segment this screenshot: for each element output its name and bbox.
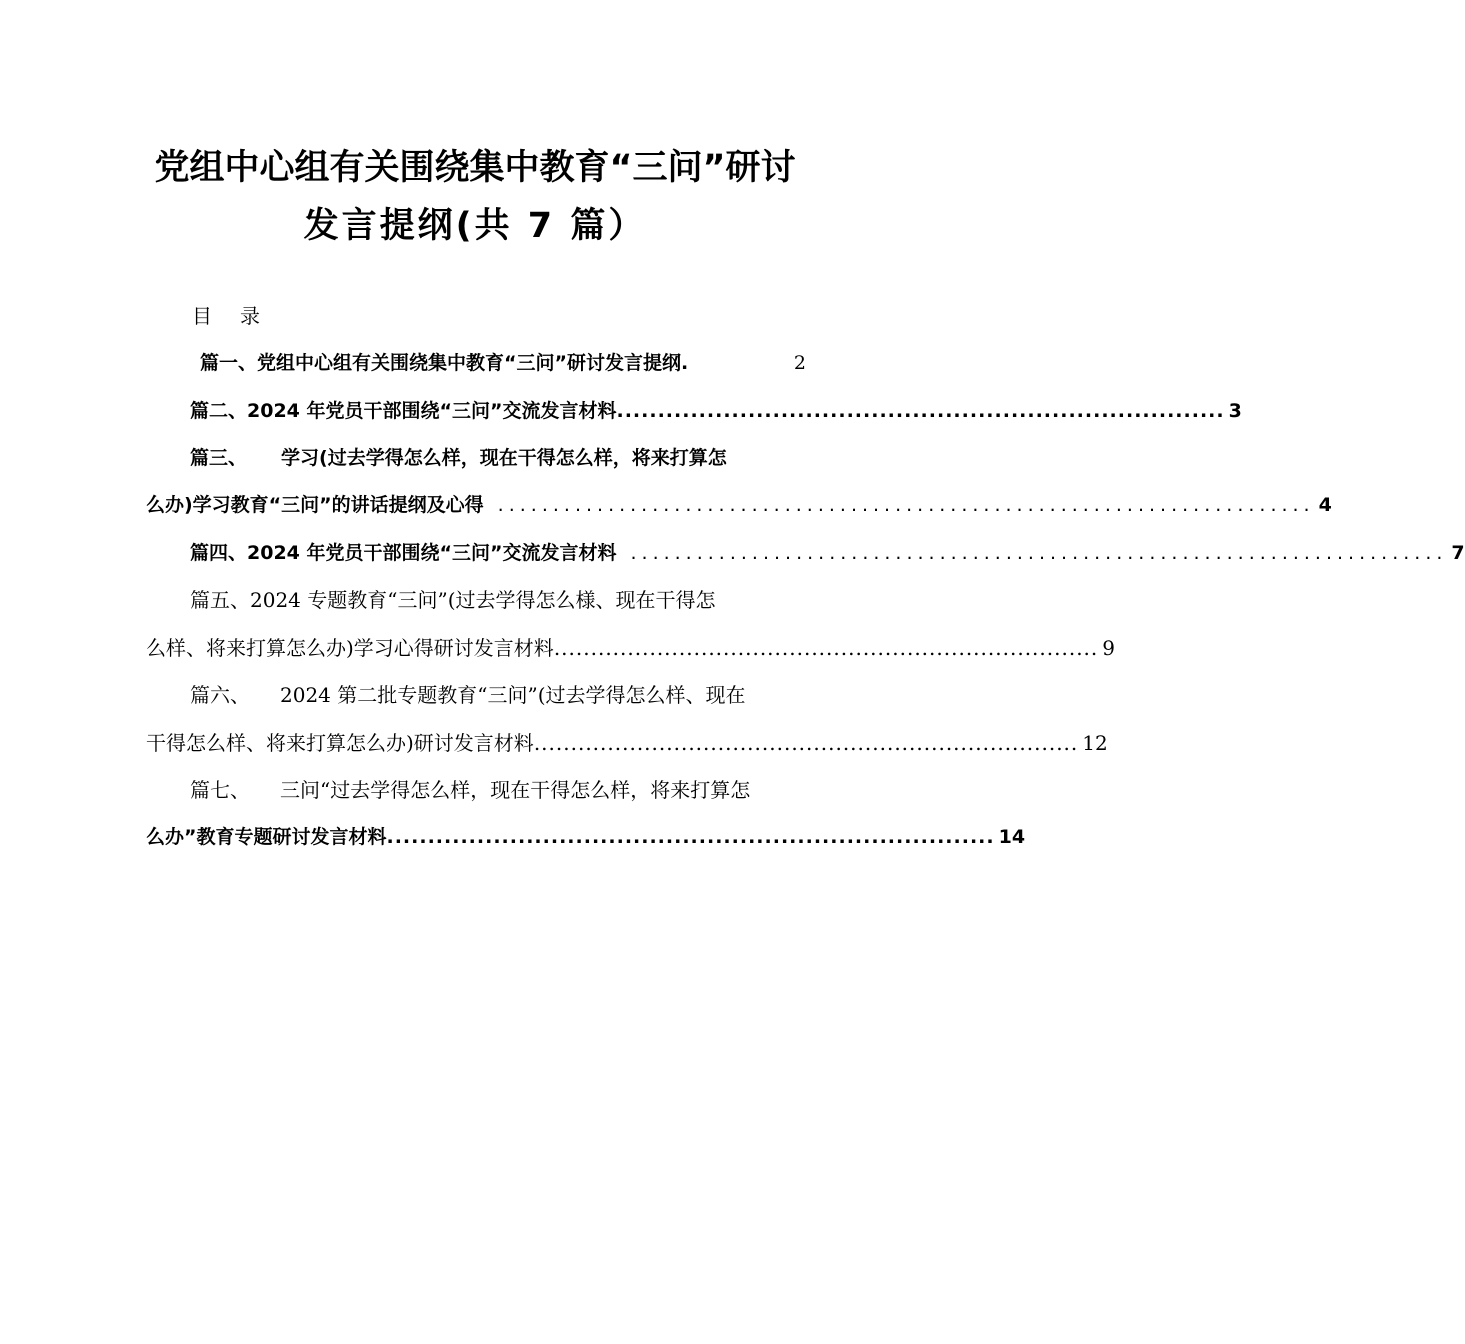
toc-entry-6-page: 12 <box>1082 731 1108 755</box>
toc-entry-3-line-2[interactable] <box>146 491 1332 519</box>
toc-heading-left: 目 <box>192 304 212 328</box>
toc-heading <box>192 302 260 330</box>
toc-entry-5-leader: .......................................................................... <box>553 636 1099 660</box>
toc-entry-2-page: 3 <box>1228 400 1242 422</box>
toc-entry-1-text: 篇一、党组中心组有关围绕集中教育“三问”研讨发言提纲. <box>200 352 689 374</box>
toc-entry-2[interactable] <box>190 397 1242 425</box>
document-title-line-2: 发言提纲(共 7 篇） <box>303 206 647 246</box>
toc-entry-6-line-1[interactable] <box>190 681 802 709</box>
toc-entry-3-line-1[interactable] <box>190 444 802 472</box>
document-title-line-1: 党组中心组有关围绕集中教育“三问”研讨 <box>154 148 796 188</box>
toc-entry-1-page: 2 <box>793 352 806 374</box>
toc-entry-7-page: 14 <box>998 826 1026 848</box>
toc-entry-6-label: 篇六、 <box>190 683 250 707</box>
toc-entry-7-line-2[interactable] <box>146 823 1026 851</box>
toc-entry-6-leader: .......................................................................... <box>533 731 1079 755</box>
toc-entry-7-text-line-1: 三问“过去学得怎么样，现在干得怎么样，将来打算怎 <box>280 778 751 802</box>
toc-entry-2-leader: .......................................................................... <box>616 400 1225 422</box>
toc-entry-2-text: 篇二、2024 年党员干部围绕“三问”交流发言材料 <box>190 400 617 422</box>
toc-entry-4[interactable] <box>190 539 1465 567</box>
toc-entry-1[interactable] <box>200 349 806 377</box>
toc-entry-6-text-line-2: 干得怎么样、将来打算怎么办)研讨发言材料 <box>146 731 534 755</box>
toc-entry-5-line-1[interactable] <box>190 586 802 614</box>
toc-entry-3-leader: .......................................................................... <box>497 494 1315 516</box>
toc-entry-7-line-1[interactable] <box>190 776 802 804</box>
toc-heading-right: 录 <box>240 304 260 328</box>
toc-entry-6-line-2[interactable] <box>146 729 1108 757</box>
toc-entry-3-page: 4 <box>1318 494 1332 516</box>
toc-entry-3-text-line-1: 学习(过去学得怎么样，现在干得怎么样，将来打算怎 <box>281 447 727 469</box>
toc-entry-3-label: 篇三、 <box>190 447 248 469</box>
toc-entry-4-page: 7 <box>1451 542 1465 564</box>
toc-entry-5-page: 9 <box>1102 636 1115 660</box>
toc-entry-4-leader: .......................................................................... <box>630 542 1448 564</box>
toc-entry-7-label: 篇七、 <box>190 778 250 802</box>
toc-entry-7-leader: .......................................................................... <box>386 826 995 848</box>
toc-entry-5-text-line-2: 么样、将来打算怎么办)学习心得研讨发言材料 <box>146 636 554 660</box>
toc-entry-6-text-line-1: 2024 第二批专题教育“三问”(过去学得怎么样、现在 <box>280 683 746 707</box>
toc-entry-5-line-2[interactable] <box>146 634 1115 662</box>
toc-entry-3-text-line-2: 么办)学习教育“三问”的讲话提纲及心得 <box>146 494 484 516</box>
toc-entry-4-text: 篇四、2024 年党员干部围绕“三问”交流发言材料 <box>190 542 617 564</box>
toc-entry-7-text-line-2: 么办”教育专题研讨发言材料 <box>146 826 387 848</box>
toc-entry-5-text-line-1: 篇五、2024 专题教育“三问”(过去学得怎么様、现在干得怎 <box>190 588 716 612</box>
